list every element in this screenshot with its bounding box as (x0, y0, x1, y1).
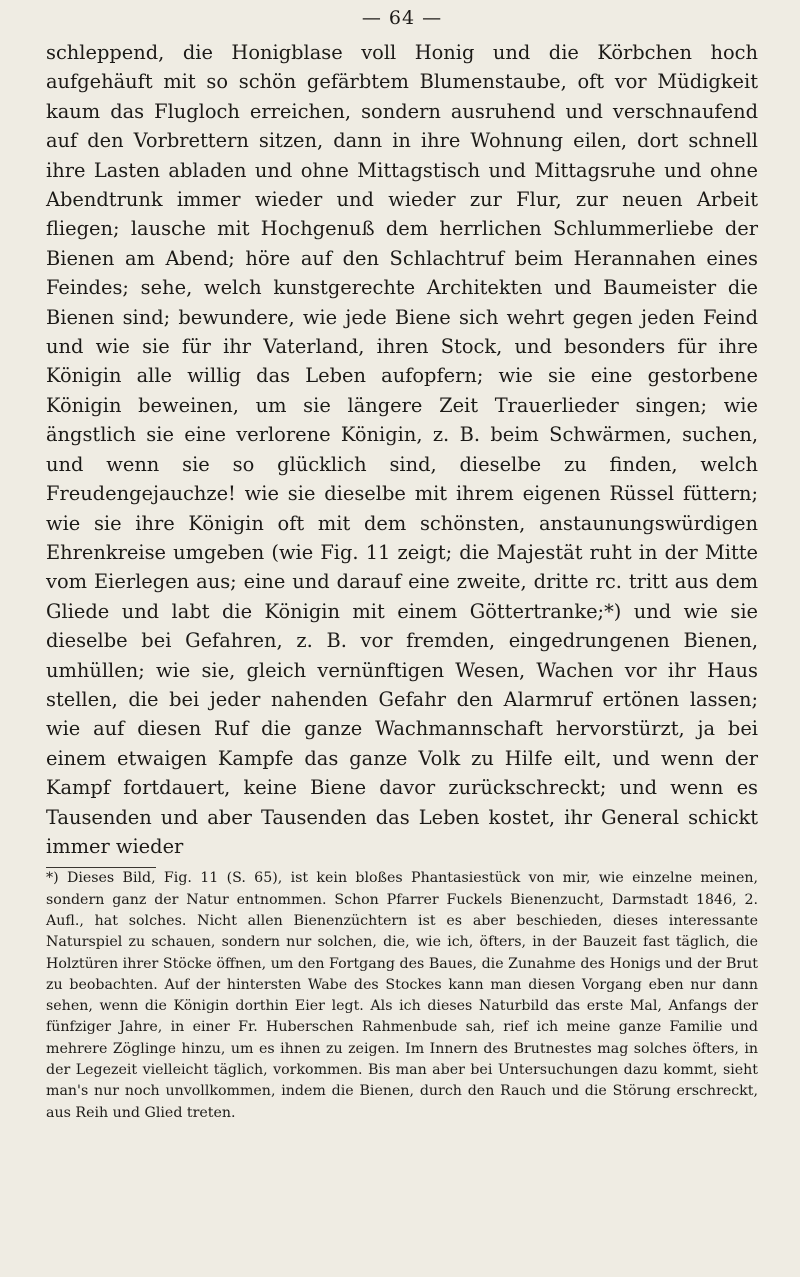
footnote-text: *) Dieses Bild, Fig. 11 (S. 65), ist kein bloßes Phantasiestück von mir, wie einzelne meinen, sondern ganz der Natur entnommen. Schon Pfarrer Fuckels Bienenzucht, Darmstadt 1846, 2. Aufl., hat solches. Nicht allen Bienenzüchtern ist es aber beschieden, dieses interessante Naturspiel zu schauen, sondern nur solchen, die, wie ich, öfters, in der Bauzeit fast täglich, die Holztüren ihrer Stöcke öffnen, um den Fortgang des Baues, die Zunahme des Honigs und der Brut zu beobachten. Auf der hintersten Wabe des Stockes kann man diesen Vorgang eben nur dann sehen, wenn die Königin dorthin Eier legt. Als ich dieses Naturbild das erste Mal, Anfangs der fünfziger Jahre, in einer Fr. Huberschen Rahmenbude sah, rief ich meine ganze Familie und mehrere Zöglinge hinzu, um es ihnen zu zeigen. Im Innern des Brutnestes mag solches öfters, in der Legezeit vielleicht täglich, vorkommen. Bis man aber bei Untersuchungen dazu kommt, sieht man's nur noch unvollkommen, indem die Bienen, durch den Rauch und die Störung erschreckt, aus Reih und Glied treten. (46, 870, 758, 1121)
body-paragraph: schleppend, die Honigblase voll Honig und die Körbchen hoch aufgehäuft mit so schön gefärbtem Blumenstaube, oft vor Müdigkeit kaum das Flugloch erreichen, sondern ausruhend und verschnaufend auf den Vorbrettern sitzen, dann in ihre Wohnung eilen, dort schnell ihre Lasten abladen und ohne Mittagstisch und Mittagsruhe und ohne Abendtrunk immer wieder und wieder zur Flur, zur neuen Arbeit fliegen; lausche mit Hochgenuß dem herrlichen Schlummerliebe der Bienen am Abend; höre auf den Schlachtruf beim Herannahen eines Feindes; sehe, welch kunstgerechte Architekten und Baumeister die Bienen sind; bewundere, wie jede Biene sich wehrt gegen jeden Feind und wie sie für ihr Vaterland, ihren Stock, und besonders für ihre Königin alle willig das Leben aufopfern; wie sie eine gestorbene Königin beweinen, um sie längere Zeit Trauerlieder singen; wie ängstlich sie eine verlorene Königin, z. B. beim Schwärmen, suchen, und wenn sie so glücklich sind, dieselbe zu finden, welch Freudengejauchze! wie sie dieselbe mit ihrem eigenen Rüssel füttern; wie sie ihre Königin oft mit dem schönsten, anstaunungswürdigen Ehrenkreise umgeben (wie Fig. 11 zeigt; die Majestät ruht in der Mitte vom Eierlegen aus; eine und darauf eine zweite, dritte rc. tritt aus dem Gliede und labt die Königin mit einem Göttertranke;*) und wie sie dieselbe bei Gefahren, z. B. vor fremden, eingedrungenen Bienen, umhüllen; wie sie, gleich vernünftigen Wesen, Wachen vor ihr Haus stellen, die bei jeder nahenden Gefahr den Alarmruf ertönen lassen; wie auf diesen Ruf die ganze Wachmannschaft hervorstürzt, ja bei einem etwaigen Kampfe das ganze Volk zu Hilfe eilt, und wenn der Kampf fortdauert, keine Biene davor zurückschreckt; und wenn es Tausenden und aber Tausenden das Leben kostet, ihr General schickt immer wieder (46, 41, 758, 858)
footnote (46, 868, 758, 1124)
main-text (46, 38, 758, 861)
page-number: — 64 — (361, 7, 443, 29)
